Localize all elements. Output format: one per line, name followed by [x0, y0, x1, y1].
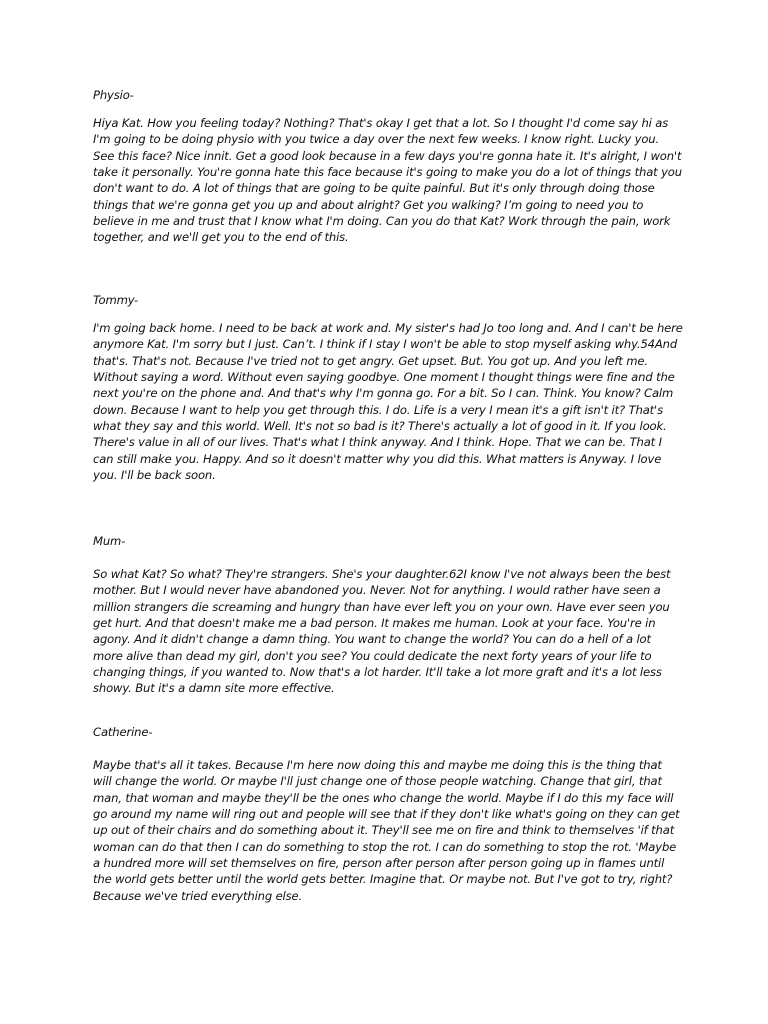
speaker-catherine: Catherine-	[93, 725, 153, 739]
monologue-physio: Hiya Kat. How you feeling today? Nothing? That's okay I get that a lot. So I thought I'd come say hi as I'm going to be doing physio with you twice a day over the next few weeks. I know right. Lucky you. See this face? Nice innit. Get a good look because in a few days you're gonna hate it. It's alright, I won't take it personally. You're gonna hate this face because it's going to make you do a lot of things that you don't want to do. A lot of things that are going to be quite painful. But it's only through doing those things that we're gonna get you up and about alright? Get you walking? I’m going to need you to believe in me and trust that I know what I'm doing. Can you do that Kat? Work through the pain, work together, and we'll get you to the end of this.	[93, 116, 682, 245]
monologue-tommy: I'm going back home. I need to be back at work and. My sister's had Jo too long and. And I can't be here anymore Kat. I'm sorry but I just. Can’t. I think if I stay I won't be able to stop myself asking why.54And that's. That's not. Because I've tried not to get angry. Get upset. But. You got up. And you left me. Without saying a word. Without even saying goodbye. One moment I thought things were fine and the next you're on the phone and. And that's why I'm gonna go. For a bit. So I can. Think. You know? Calm down. Because I want to help you get through this. I do. Life is a very I mean it's a gift isn't it? That's what they say and this world. Well. It's not so bad is it? There's actually a lot of good in it. If you look. There's value in all of our lives. That's what I think anyway. And I think. Hope. That we can be. That I can still make you. Happy. And so it doesn't matter why you did this. What matters is Anyway. I love you. I'll be back soon.	[93, 321, 683, 483]
speaker-physio: Physio-	[93, 88, 134, 102]
monologue-mum: So what Kat? So what? They're strangers. She's your daughter.62I know I've not always been the best mother. But I would never have abandoned you. Never. Not for anything. I would rather have seen a million strangers die screaming and hungry than have ever left you on your own. Have ever seen you get hurt. And that doesn't make me a bad person. It makes me human. Look at your face. You're in agony. And it didn't change a damn thing. You want to change the world? You can do a hell of a lot more alive than dead my girl, don't you see? You could dedicate the next forty years of your life to changing things, if you wanted to. Now that's a lot harder. It'll take a lot more graft and it's a lot less showy. But it's a damn site more effective.	[93, 567, 671, 696]
speaker-tommy: Tommy-	[93, 293, 139, 307]
monologue-catherine: Maybe that's all it takes. Because I'm here now doing this and maybe me doing this is the thing that will change the world. Or maybe I'll just change one of those people watching. Change that girl, that man, that woman and maybe they'll be the ones who change the world. Maybe if I do this my face will go around my name will ring out and people will see that if they don't like what's going on they can get up out of their chairs and do something about it. They'll see me on fire and think to themselves 'if that woman can do that then I can do something to stop the rot. I can do something to stop the rot. 'Maybe a hundred more will set themselves on fire, person after person after person going up in flames until the world gets better until the world gets better. Imagine that. Or maybe not. But I've got to try, right? Because we've tried everything else.	[93, 758, 680, 903]
speaker-mum: Mum-	[93, 534, 126, 548]
